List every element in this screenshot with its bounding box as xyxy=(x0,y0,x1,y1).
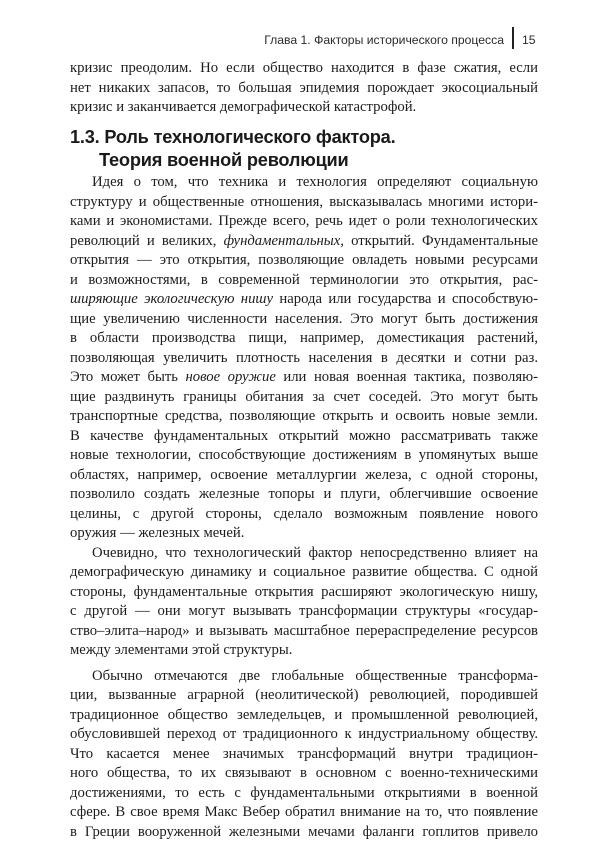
text-line: в области производства пищи, например, доместикация растений, xyxy=(70,329,538,349)
text-line: традиционное общество земледельцев, и промышленной революцией, xyxy=(70,706,538,726)
italic-term: ширяющие экологическую нишу xyxy=(70,291,273,307)
text-line: щие увеличению численности населения. Это могут быть достижения xyxy=(70,310,538,330)
text-line: обусловившей переход от традиционного к индустриальному обществу. xyxy=(70,725,538,745)
text-run: революций и великих, xyxy=(70,233,224,249)
text-line: позволило создать железные топоры и плуги, облегчившие освоение xyxy=(70,485,538,505)
text-line: новые технологии, способствующие достижениям в упомянутых выше xyxy=(70,446,538,466)
section-heading xyxy=(70,126,395,172)
text-line: демографическую динамику и социальное развитие общества. С одной xyxy=(70,563,538,583)
text-run: Это может быть xyxy=(70,369,185,385)
text-line: щие раздвинуть границы обитания за счет соседей. Это могут быть xyxy=(70,388,538,408)
text-run: или новая военная тактика, позволяю- xyxy=(276,369,538,385)
text-line: кризис преодолим. Но если общество находится в фазе сжатия, если xyxy=(70,59,538,79)
text-line: Обычно отмечаются две глобальные общественные трансформа- xyxy=(70,667,538,687)
paragraph-3 xyxy=(70,667,538,842)
text-line: между элементами этой структуры. xyxy=(70,641,538,661)
text-line: Что касается менее значимых трансформаций внутри традицион- xyxy=(70,745,538,765)
text-line: целины, с другой стороны, сделало возможным появление нового xyxy=(70,505,538,525)
text-line: оружия — железных мечей. xyxy=(70,524,538,544)
text-line: стороны, фундаментальные открытия расширяют экологическую нишу, xyxy=(70,583,538,603)
text-line: ство–элита–народ» и вызывать масштабное перераспределение ресурсов xyxy=(70,622,538,642)
text-line xyxy=(70,232,538,252)
header-separator xyxy=(512,27,514,49)
text-line: областях, например, освоение металлургии железа, с одной стороны, xyxy=(70,466,538,486)
italic-term: новое оружие xyxy=(185,369,275,385)
text-line: открытия — это открытия, позволяющие овладеть новыми ресурсами xyxy=(70,251,538,271)
text-line: ного общества, то их связывают в основном с военно-техническими xyxy=(70,764,538,784)
text-run: открытий. Фундаментальные xyxy=(344,233,538,249)
text-line: кризис и заканчивается демографической катастрофой. xyxy=(70,98,538,118)
section-heading-line1: 1.3. Роль технологического фактора. xyxy=(70,126,395,149)
text-line xyxy=(70,290,538,310)
page-number: 15 xyxy=(522,33,536,47)
text-line: Очевидно, что технологический фактор непосредственно влияет на xyxy=(70,544,538,564)
text-line: транспортные средства, позволяющие открыть и освоить новые земли. xyxy=(70,407,538,427)
text-line: Идея о том, что техника и технология определяют социальную xyxy=(70,173,538,193)
paragraph-1 xyxy=(70,173,538,544)
text-line: ции, вызванные аграрной (неолитической) революцией, породившей xyxy=(70,686,538,706)
text-line: сфере. В свое время Макс Вебер обратил внимание на то, что появление xyxy=(70,803,538,823)
text-line: позволяющая увеличить плотность населения в десятки и сотни раз. xyxy=(70,349,538,369)
italic-term: фундаментальных, xyxy=(224,233,344,249)
text-line xyxy=(70,368,538,388)
intro-paragraph xyxy=(70,59,538,118)
text-line: ками и экономистами. Прежде всего, речь идет о роли технологических xyxy=(70,212,538,232)
text-line: нет никаких запасов, то большая эпидемия порождает экосоциальный xyxy=(70,79,538,99)
text-line: В качестве фундаментальных открытий можно рассматривать также xyxy=(70,427,538,447)
text-line: достижениями, то есть с фундаментальными открытиями в военной xyxy=(70,784,538,804)
section-heading-line2: Теория военной революции xyxy=(70,149,395,172)
paragraph-2 xyxy=(70,544,538,661)
text-line: структуру и общественные отношения, высказывалась многими истори- xyxy=(70,193,538,213)
text-run: народа или государства и способствую- xyxy=(273,291,538,307)
text-line: в Греции вооруженной железными мечами фаланги гоплитов привело xyxy=(70,823,538,842)
running-header-title: Глава 1. Факторы исторического процесса xyxy=(264,33,504,47)
text-line: с другой — они могут вызывать трансформации структуры «государ- xyxy=(70,602,538,622)
text-line: и возможностями, в современной терминологии это открытия, рас- xyxy=(70,271,538,291)
